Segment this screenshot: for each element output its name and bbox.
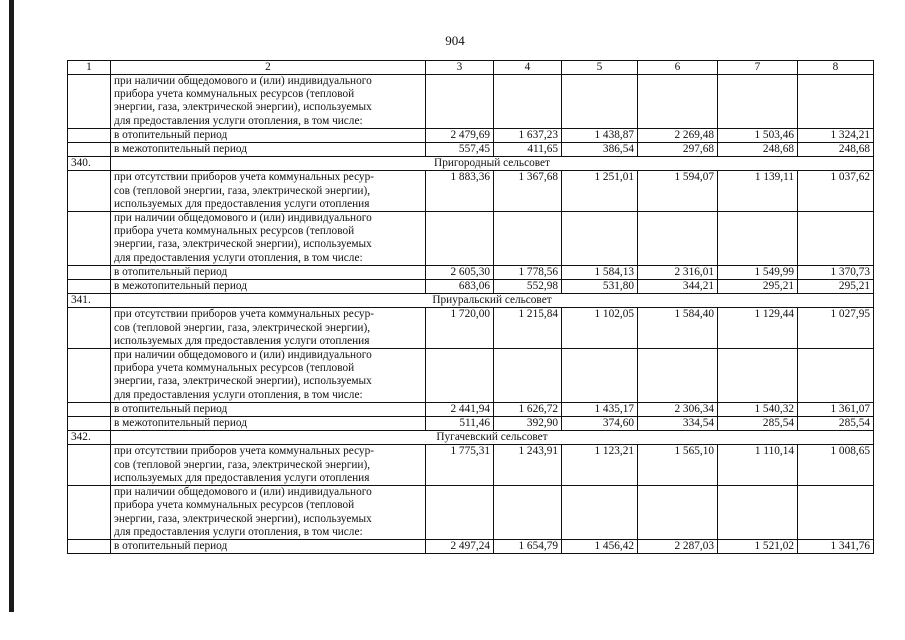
table-row [68, 445, 874, 486]
value-cell-col-4 [494, 212, 562, 266]
value-cell-col-8: 1 037,62 [798, 171, 874, 212]
row-number-cell [68, 75, 111, 129]
row-description: в межотопительный период [111, 143, 426, 157]
row-number-cell [68, 280, 111, 294]
value-cell-col-8: 295,21 [798, 280, 874, 294]
value-cell-col-5: 1 123,21 [562, 445, 638, 486]
value-cell-col-5: 1 584,13 [562, 265, 638, 279]
value-cell-col-4: 1 778,56 [494, 265, 562, 279]
row-number-cell [68, 265, 111, 279]
header-cell-7: 7 [718, 61, 798, 75]
value-cell-col-4: 411,65 [494, 143, 562, 157]
row-description: в отопительный период [111, 402, 426, 416]
value-cell-col-7: 285,54 [718, 417, 798, 431]
value-cell-col-3: 2 441,94 [426, 402, 494, 416]
row-description: при наличии общедомового и (или) индивидуального прибора учета коммунальных ресурсов (тепловой энергии, газа, электрической энергии), используемых для предоставления услуги отопления, в том числе: [111, 349, 426, 403]
value-cell-col-7: 1 129,44 [718, 308, 798, 349]
table-body [68, 75, 874, 554]
value-cell-col-8: 285,54 [798, 417, 874, 431]
row-number-cell [68, 539, 111, 553]
value-cell-col-5: 1 435,17 [562, 402, 638, 416]
value-cell-col-5 [562, 212, 638, 266]
page-number: 904 [445, 33, 465, 48]
row-description: в отопительный период [111, 265, 426, 279]
value-cell-col-4: 1 626,72 [494, 402, 562, 416]
table-row [68, 417, 874, 431]
value-cell-col-5 [562, 486, 638, 540]
row-description: при отсутствии приборов учета коммунальных ресур- сов (тепловой энергии, газа, электрической энергии), используемых для предоставления услуги отопления [111, 308, 426, 349]
value-cell-col-7: 1 110,14 [718, 445, 798, 486]
value-cell-col-6 [638, 486, 718, 540]
value-cell-col-4 [494, 75, 562, 129]
value-cell-col-8 [798, 75, 874, 129]
table-row [68, 349, 874, 403]
value-cell-col-4: 1 215,84 [494, 308, 562, 349]
value-cell-col-3: 511,46 [426, 417, 494, 431]
table-row [68, 402, 874, 416]
row-number-cell [68, 417, 111, 431]
value-cell-col-3 [426, 212, 494, 266]
section-number: 342. [68, 431, 111, 445]
value-cell-col-4 [494, 349, 562, 403]
row-number-cell [68, 143, 111, 157]
value-cell-col-6 [638, 349, 718, 403]
value-cell-col-6: 1 584,40 [638, 308, 718, 349]
row-number-cell [68, 486, 111, 540]
value-cell-col-4: 1 654,79 [494, 539, 562, 553]
table-row [68, 539, 874, 553]
table-row [68, 171, 874, 212]
row-number-cell [68, 171, 111, 212]
value-cell-col-6 [638, 212, 718, 266]
table-row [68, 308, 874, 349]
row-description: при наличии общедомового и (или) индивидуального прибора учета коммунальных ресурсов (тепловой энергии, газа, электрической энергии), используемых для предоставления услуги отопления, в том числе: [111, 212, 426, 266]
section-number: 340. [68, 157, 111, 171]
value-cell-col-5: 1 102,05 [562, 308, 638, 349]
value-cell-col-8: 1 027,95 [798, 308, 874, 349]
value-cell-col-7: 1 139,11 [718, 171, 798, 212]
section-row [68, 294, 874, 308]
value-cell-col-8 [798, 349, 874, 403]
table-row [68, 128, 874, 142]
value-cell-col-6: 2 316,01 [638, 265, 718, 279]
header-cell-8: 8 [798, 61, 874, 75]
section-title: Пугачевский сельсовет [111, 431, 874, 445]
value-cell-col-8: 1 361,07 [798, 402, 874, 416]
value-cell-col-5: 531,80 [562, 280, 638, 294]
row-number-cell [68, 349, 111, 403]
value-cell-col-4 [494, 486, 562, 540]
value-cell-col-6: 297,68 [638, 143, 718, 157]
value-cell-col-4: 1 637,23 [494, 128, 562, 142]
table-row [68, 265, 874, 279]
row-number-cell [68, 402, 111, 416]
value-cell-col-6: 334,54 [638, 417, 718, 431]
table-row [68, 280, 874, 294]
tariff-table [67, 60, 874, 554]
value-cell-col-7 [718, 349, 798, 403]
header-cell-4: 4 [494, 61, 562, 75]
value-cell-col-4: 552,98 [494, 280, 562, 294]
header-cell-2: 2 [111, 61, 426, 75]
row-description: в отопительный период [111, 539, 426, 553]
row-description: при отсутствии приборов учета коммунальных ресур- сов (тепловой энергии, газа, электрической энергии), используемых для предоставления услуги отопления [111, 445, 426, 486]
row-description: в отопительный период [111, 128, 426, 142]
value-cell-col-3 [426, 349, 494, 403]
value-cell-col-8: 1 370,73 [798, 265, 874, 279]
value-cell-col-5 [562, 75, 638, 129]
value-cell-col-6: 1 594,07 [638, 171, 718, 212]
value-cell-col-7 [718, 75, 798, 129]
section-title: Пригородный сельсовет [111, 157, 874, 171]
value-cell-col-3: 1 775,31 [426, 445, 494, 486]
value-cell-col-5: 1 456,42 [562, 539, 638, 553]
table-row [68, 75, 874, 129]
value-cell-col-5: 1 438,87 [562, 128, 638, 142]
value-cell-col-8: 1 324,21 [798, 128, 874, 142]
value-cell-col-4: 1 243,91 [494, 445, 562, 486]
value-cell-col-3: 2 605,30 [426, 265, 494, 279]
value-cell-col-3: 1 720,00 [426, 308, 494, 349]
section-number: 341. [68, 294, 111, 308]
table-row [68, 486, 874, 540]
value-cell-col-7: 1 503,46 [718, 128, 798, 142]
value-cell-col-5: 386,54 [562, 143, 638, 157]
row-description: при наличии общедомового и (или) индивидуального прибора учета коммунальных ресурсов (тепловой энергии, газа, электрической энергии), используемых для предоставления услуги отопления, в том числе: [111, 75, 426, 129]
value-cell-col-3 [426, 75, 494, 129]
value-cell-col-3: 1 883,36 [426, 171, 494, 212]
value-cell-col-8 [798, 212, 874, 266]
value-cell-col-6: 2 306,34 [638, 402, 718, 416]
scan-edge [9, 0, 14, 612]
value-cell-col-6: 2 269,48 [638, 128, 718, 142]
value-cell-col-3: 2 479,69 [426, 128, 494, 142]
header-cell-3: 3 [426, 61, 494, 75]
value-cell-col-7 [718, 486, 798, 540]
table-row [68, 212, 874, 266]
header-cell-1: 1 [68, 61, 111, 75]
value-cell-col-3: 557,45 [426, 143, 494, 157]
value-cell-col-8: 1 008,65 [798, 445, 874, 486]
header-cell-6: 6 [638, 61, 718, 75]
value-cell-col-7: 1 521,02 [718, 539, 798, 553]
value-cell-col-8 [798, 486, 874, 540]
header-cell-5: 5 [562, 61, 638, 75]
value-cell-col-3: 2 497,24 [426, 539, 494, 553]
value-cell-col-7: 248,68 [718, 143, 798, 157]
row-description: в межотопительный период [111, 280, 426, 294]
value-cell-col-4: 1 367,68 [494, 171, 562, 212]
value-cell-col-4: 392,90 [494, 417, 562, 431]
value-cell-col-6: 1 565,10 [638, 445, 718, 486]
section-title: Приуральский сельсовет [111, 294, 874, 308]
value-cell-col-3 [426, 486, 494, 540]
value-cell-col-5: 1 251,01 [562, 171, 638, 212]
row-number-cell [68, 445, 111, 486]
value-cell-col-7: 295,21 [718, 280, 798, 294]
value-cell-col-5 [562, 349, 638, 403]
value-cell-col-7 [718, 212, 798, 266]
value-cell-col-8: 1 341,76 [798, 539, 874, 553]
row-number-cell [68, 128, 111, 142]
row-number-cell [68, 212, 111, 266]
row-number-cell [68, 308, 111, 349]
row-description: в межотопительный период [111, 417, 426, 431]
header-row [68, 61, 874, 75]
section-row [68, 431, 874, 445]
section-row [68, 157, 874, 171]
value-cell-col-8: 248,68 [798, 143, 874, 157]
value-cell-col-5: 374,60 [562, 417, 638, 431]
table-row [68, 143, 874, 157]
value-cell-col-6: 344,21 [638, 280, 718, 294]
row-description: при наличии общедомового и (или) индивидуального прибора учета коммунальных ресурсов (тепловой энергии, газа, электрической энергии), используемых для предоставления услуги отопления, в том числе: [111, 486, 426, 540]
value-cell-col-3: 683,06 [426, 280, 494, 294]
value-cell-col-6: 2 287,03 [638, 539, 718, 553]
row-description: при отсутствии приборов учета коммунальных ресур- сов (тепловой энергии, газа, электрической энергии), используемых для предоставления услуги отопления [111, 171, 426, 212]
value-cell-col-6 [638, 75, 718, 129]
value-cell-col-7: 1 549,99 [718, 265, 798, 279]
value-cell-col-7: 1 540,32 [718, 402, 798, 416]
